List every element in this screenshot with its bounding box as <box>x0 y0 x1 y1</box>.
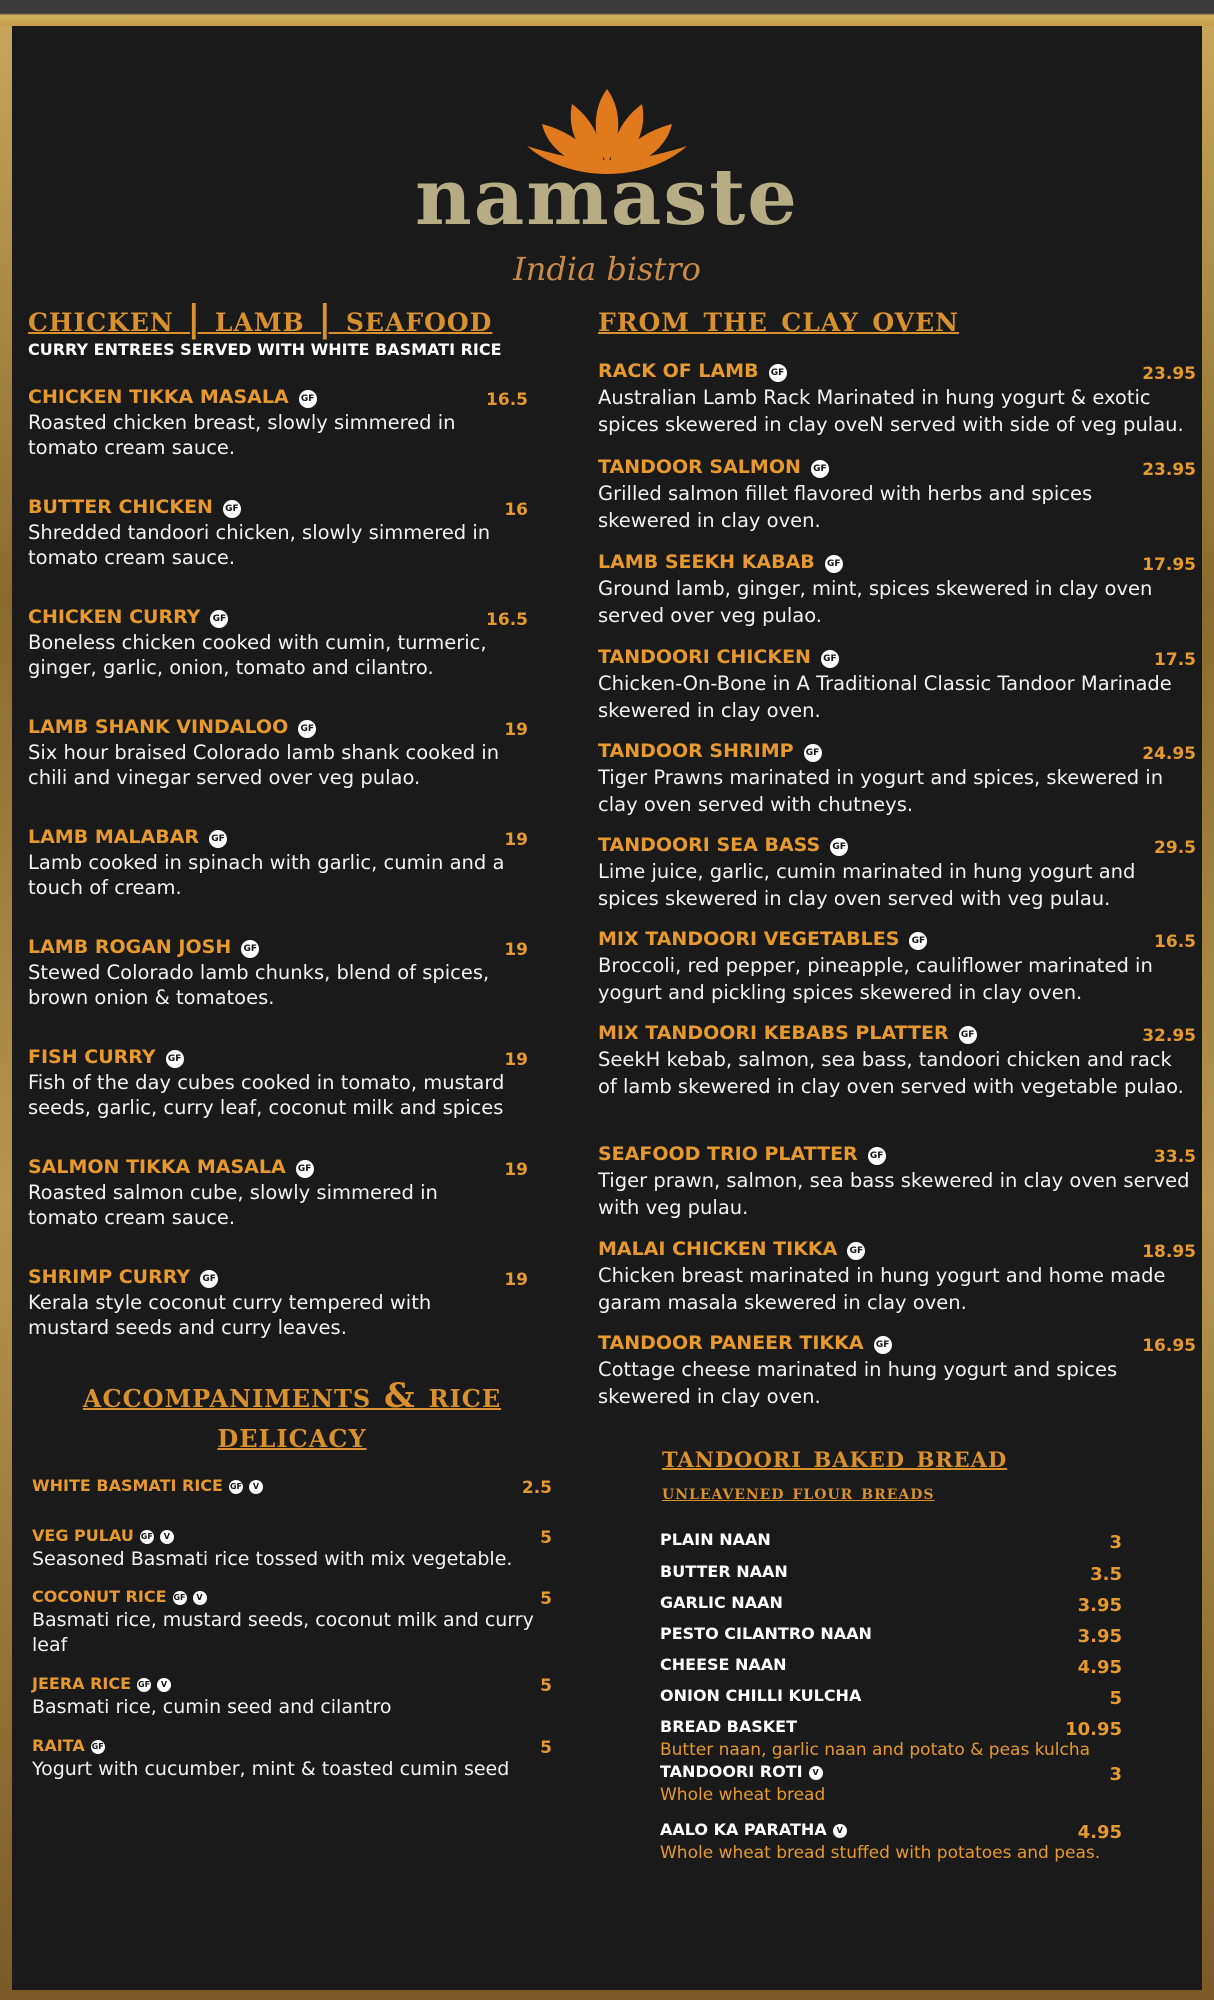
item-price: 16.5 <box>486 390 528 410</box>
left-section-title: chicken | lamb | seafood <box>28 298 493 340</box>
item-description: Chicken breast marinated in hung yogurt and home made garam masala skewered in clay oven. <box>598 1264 1166 1314</box>
item-price: 16.5 <box>1154 932 1196 952</box>
item-price: 5 <box>540 1676 552 1696</box>
item-price: 16.95 <box>1142 1336 1196 1356</box>
item-description: Basmati rice, mustard seeds, coconut milk and curry leaf <box>32 1609 534 1656</box>
item-name: TANDOORI ROTI <box>660 1762 803 1781</box>
vegan-badge: V <box>157 1678 171 1692</box>
item-price: 19 <box>504 1270 528 1290</box>
menu-item <box>32 1526 552 1572</box>
item-name: CHICKEN TIKKA MASALA <box>28 386 289 408</box>
accompaniments-title-line2: delicacy <box>217 1416 367 1456</box>
menu-item <box>32 1736 552 1782</box>
menu-item <box>598 551 1196 629</box>
vegan-badge: V <box>160 1530 174 1544</box>
item-price: 2.5 <box>521 1478 552 1498</box>
menu-item <box>660 1624 1122 1647</box>
item-price: 17.95 <box>1142 555 1196 575</box>
item-description: Chicken-On-Bone in A Traditional Classic Tandoor Marinade skewered in clay oven. <box>598 672 1172 722</box>
menu-item <box>32 1587 552 1658</box>
gluten-free-badge: GF <box>874 1336 892 1354</box>
item-name: TANDOOR PANEER TIKKA <box>598 1332 864 1354</box>
left-section-subtitle: CURRY ENTREES SERVED WITH WHITE BASMATI RICE <box>28 340 502 359</box>
menu-item <box>598 834 1196 912</box>
item-price: 33.5 <box>1154 1147 1196 1167</box>
item-price: 19 <box>504 1160 528 1180</box>
menu-item <box>598 1238 1196 1316</box>
gluten-free-badge: GF <box>821 650 839 668</box>
item-description: Shredded tandoori chicken, slowly simmered in tomato cream sauce. <box>28 521 491 569</box>
brand-subtitle: India bistro <box>513 250 701 288</box>
menu-item <box>660 1717 1122 1764</box>
menu-item <box>28 496 528 570</box>
item-description: Roasted chicken breast, slowly simmered in tomato cream sauce. <box>28 411 456 459</box>
logo <box>12 54 1202 294</box>
item-price: 19 <box>504 1050 528 1070</box>
gluten-free-badge: GF <box>959 1026 977 1044</box>
item-description: Six hour braised Colorado lamb shank cooked in chili and vinegar served over veg pulao. <box>28 741 500 789</box>
gluten-free-badge: GF <box>210 610 228 628</box>
menu-item <box>660 1762 1122 1809</box>
item-description: Tiger prawn, salmon, sea bass skewered in clay oven served with veg pulau. <box>598 1169 1190 1219</box>
item-price: 23.95 <box>1142 460 1196 480</box>
item-description: Butter naan, garlic naan and potato & peas kulcha <box>660 1740 1091 1760</box>
bread-subtitle: unleavened flour breads <box>662 1480 935 1504</box>
item-description: Grilled salmon fillet flavored with herbs and spices skewered in clay oven. <box>598 482 1093 532</box>
item-price: 23.95 <box>1142 364 1196 384</box>
item-name: FISH CURRY <box>28 1046 156 1068</box>
item-name: LAMB SHANK VINDALOO <box>28 716 289 738</box>
menu-item <box>28 386 528 460</box>
gluten-free-badge: GF <box>140 1530 154 1544</box>
gluten-free-badge: GF <box>909 932 927 950</box>
gluten-free-badge: GF <box>173 1591 187 1605</box>
menu-item <box>660 1686 1122 1709</box>
bread-title: tandoori baked bread <box>662 1440 1008 1475</box>
menu-item <box>598 360 1196 438</box>
item-price: 17.5 <box>1154 650 1196 670</box>
gluten-free-badge: GF <box>804 744 822 762</box>
item-description: Tiger Prawns marinated in yogurt and spices, skewered in clay oven served with chutneys. <box>598 766 1164 816</box>
item-name: TANDOORI SEA BASS <box>598 834 821 856</box>
item-description: Basmati rice, cumin seed and cilantro <box>32 1696 392 1718</box>
vegan-badge: V <box>833 1824 847 1838</box>
item-price: 5 <box>540 1738 552 1758</box>
menu-page <box>12 26 1202 1990</box>
item-price: 19 <box>504 940 528 960</box>
item-description: Seasoned Basmati rice tossed with mix vegetable. <box>32 1548 513 1570</box>
item-description: Australian Lamb Rack Marinated in hung yogurt & exotic spices skewered in clay oveN served with side of veg pulau. <box>598 386 1184 436</box>
menu-item <box>598 1332 1196 1410</box>
gluten-free-badge: GF <box>166 1050 184 1068</box>
item-description: Broccoli, red pepper, pineapple, cauliflower marinated in yogurt and pickling spices skewered in clay oven. <box>598 954 1153 1004</box>
item-name: BREAD BASKET <box>660 1717 798 1736</box>
vegan-badge: V <box>249 1480 263 1494</box>
menu-item <box>598 1022 1196 1100</box>
item-price: 5 <box>1109 1688 1122 1709</box>
item-description: Lamb cooked in spinach with garlic, cumin and a touch of cream. <box>28 851 505 899</box>
menu-item <box>32 1674 552 1720</box>
right-section-title: from the clay oven <box>598 298 959 340</box>
gluten-free-badge: GF <box>868 1147 886 1165</box>
item-price: 5 <box>540 1589 552 1609</box>
item-description: Roasted salmon cube, slowly simmered in tomato cream sauce. <box>28 1181 438 1229</box>
item-name: BUTTER NAAN <box>660 1562 788 1581</box>
gluten-free-badge: GF <box>299 390 317 408</box>
item-price: 5 <box>540 1528 552 1548</box>
item-name: TANDOOR SHRIMP <box>598 740 794 762</box>
menu-item <box>660 1562 1122 1585</box>
menu-item <box>28 1046 528 1120</box>
menu-item <box>28 1156 528 1230</box>
item-price: 19 <box>504 720 528 740</box>
item-name: SALMON TIKKA MASALA <box>28 1156 286 1178</box>
item-name: VEG PULAU <box>32 1526 134 1545</box>
item-name: COCONUT RICE <box>32 1587 167 1606</box>
menu-item <box>28 716 528 790</box>
item-name: LAMB ROGAN JOSH <box>28 936 232 958</box>
menu-item <box>28 826 528 900</box>
gluten-free-badge: GF <box>137 1678 151 1692</box>
menu-item <box>28 936 528 1010</box>
item-description: Boneless chicken cooked with cumin, turmeric, ginger, garlic, onion, tomato and cilantro. <box>28 631 487 679</box>
gluten-free-badge: GF <box>847 1242 865 1260</box>
menu-item <box>28 606 528 680</box>
item-name: BUTTER CHICKEN <box>28 496 213 518</box>
item-name: AALO KA PARATHA <box>660 1820 827 1839</box>
item-name: SEAFOOD TRIO PLATTER <box>598 1143 858 1165</box>
item-price: 3.5 <box>1090 1564 1122 1585</box>
menu-item <box>598 1143 1196 1221</box>
menu-item <box>598 456 1196 534</box>
item-name: PESTO CILANTRO NAAN <box>660 1624 872 1643</box>
brand-name: namaste <box>415 152 799 243</box>
item-name: MIX TANDOORI KEBABS PLATTER <box>598 1022 949 1044</box>
item-price: 32.95 <box>1142 1026 1196 1046</box>
item-description: Yogurt with cucumber, mint & toasted cumin seed <box>32 1758 510 1780</box>
menu-item <box>660 1820 1122 1867</box>
item-name: ONION CHILLI KULCHA <box>660 1686 862 1705</box>
item-name: JEERA RICE <box>32 1674 132 1693</box>
item-description: Whole wheat bread stuffed with potatoes and peas. <box>660 1843 1101 1863</box>
item-price: 4.95 <box>1077 1657 1122 1678</box>
item-name: LAMB SEEKH KABAB <box>598 551 815 573</box>
item-price: 16.5 <box>486 610 528 630</box>
item-name: MALAI CHICKEN TIKKA <box>598 1238 838 1260</box>
gluten-free-badge: GF <box>229 1480 243 1494</box>
item-description: Stewed Colorado lamb chunks, blend of spices, brown onion & tomatoes. <box>28 961 490 1009</box>
item-price: 3.95 <box>1077 1626 1122 1647</box>
item-price: 10.95 <box>1065 1719 1122 1740</box>
gluten-free-badge: GF <box>223 500 241 518</box>
item-price: 16 <box>504 500 528 520</box>
item-description: Fish of the day cubes cooked in tomato, mustard seeds, garlic, curry leaf, coconut milk and spices <box>28 1071 505 1119</box>
item-name: GARLIC NAAN <box>660 1593 783 1612</box>
gluten-free-badge: GF <box>298 720 316 738</box>
item-name: RAITA <box>32 1736 85 1755</box>
vegan-badge: V <box>809 1766 823 1780</box>
gluten-free-badge: GF <box>209 830 227 848</box>
item-name: TANDOOR SALMON <box>598 456 801 478</box>
gluten-free-badge: GF <box>769 364 787 382</box>
menu-item <box>660 1655 1122 1678</box>
item-name: RACK OF LAMB <box>598 360 759 382</box>
item-name: WHITE BASMATI RICE <box>32 1476 223 1495</box>
item-name: CHEESE NAAN <box>660 1655 787 1674</box>
item-price: 4.95 <box>1077 1822 1122 1843</box>
gluten-free-badge: GF <box>811 460 829 478</box>
gluten-free-badge: GF <box>91 1740 105 1754</box>
item-name: TANDOORI CHICKEN <box>598 646 811 668</box>
gluten-free-badge: GF <box>825 555 843 573</box>
item-name: PLAIN NAAN <box>660 1530 771 1549</box>
item-price: 18.95 <box>1142 1242 1196 1262</box>
menu-item <box>598 928 1196 1006</box>
top-border <box>0 0 1214 26</box>
item-price: 24.95 <box>1142 744 1196 764</box>
item-price: 3 <box>1109 1532 1122 1553</box>
item-name: CHICKEN CURRY <box>28 606 201 628</box>
item-name: LAMB MALABAR <box>28 826 200 848</box>
item-price: 3.95 <box>1077 1595 1122 1616</box>
menu-item <box>660 1530 1122 1553</box>
gluten-free-badge: GF <box>296 1160 314 1178</box>
gluten-free-badge: GF <box>241 940 259 958</box>
vegan-badge: V <box>193 1591 207 1605</box>
item-price: 29.5 <box>1154 838 1196 858</box>
item-name: SHRIMP CURRY <box>28 1266 191 1288</box>
accompaniments-title-line1: accompaniments & rice <box>82 1376 502 1416</box>
item-description: Whole wheat bread <box>660 1785 826 1805</box>
menu-item <box>598 740 1196 818</box>
item-description: Lime juice, garlic, cumin marinated in hung yogurt and spices skewered in clay oven served with veg pulau. <box>598 860 1136 910</box>
item-price: 19 <box>504 830 528 850</box>
menu-item <box>660 1593 1122 1616</box>
gluten-free-badge: GF <box>200 1270 218 1288</box>
gluten-free-badge: GF <box>830 838 848 856</box>
item-price: 3 <box>1109 1764 1122 1785</box>
item-description: Ground lamb, ginger, mint, spices skewered in clay oven served over veg pulao. <box>598 577 1153 627</box>
menu-item <box>28 1266 528 1340</box>
menu-item <box>32 1476 552 1498</box>
menu-item <box>598 646 1196 724</box>
item-description: SeekH kebab, salmon, sea bass, tandoori chicken and rack of lamb skewered in clay oven served with vegetable pulao. <box>598 1048 1184 1098</box>
item-name: MIX TANDOORI VEGETABLES <box>598 928 900 950</box>
item-description: Kerala style coconut curry tempered with mustard seeds and curry leaves. <box>28 1291 432 1339</box>
item-description: Cottage cheese marinated in hung yogurt and spices skewered in clay oven. <box>598 1358 1118 1408</box>
